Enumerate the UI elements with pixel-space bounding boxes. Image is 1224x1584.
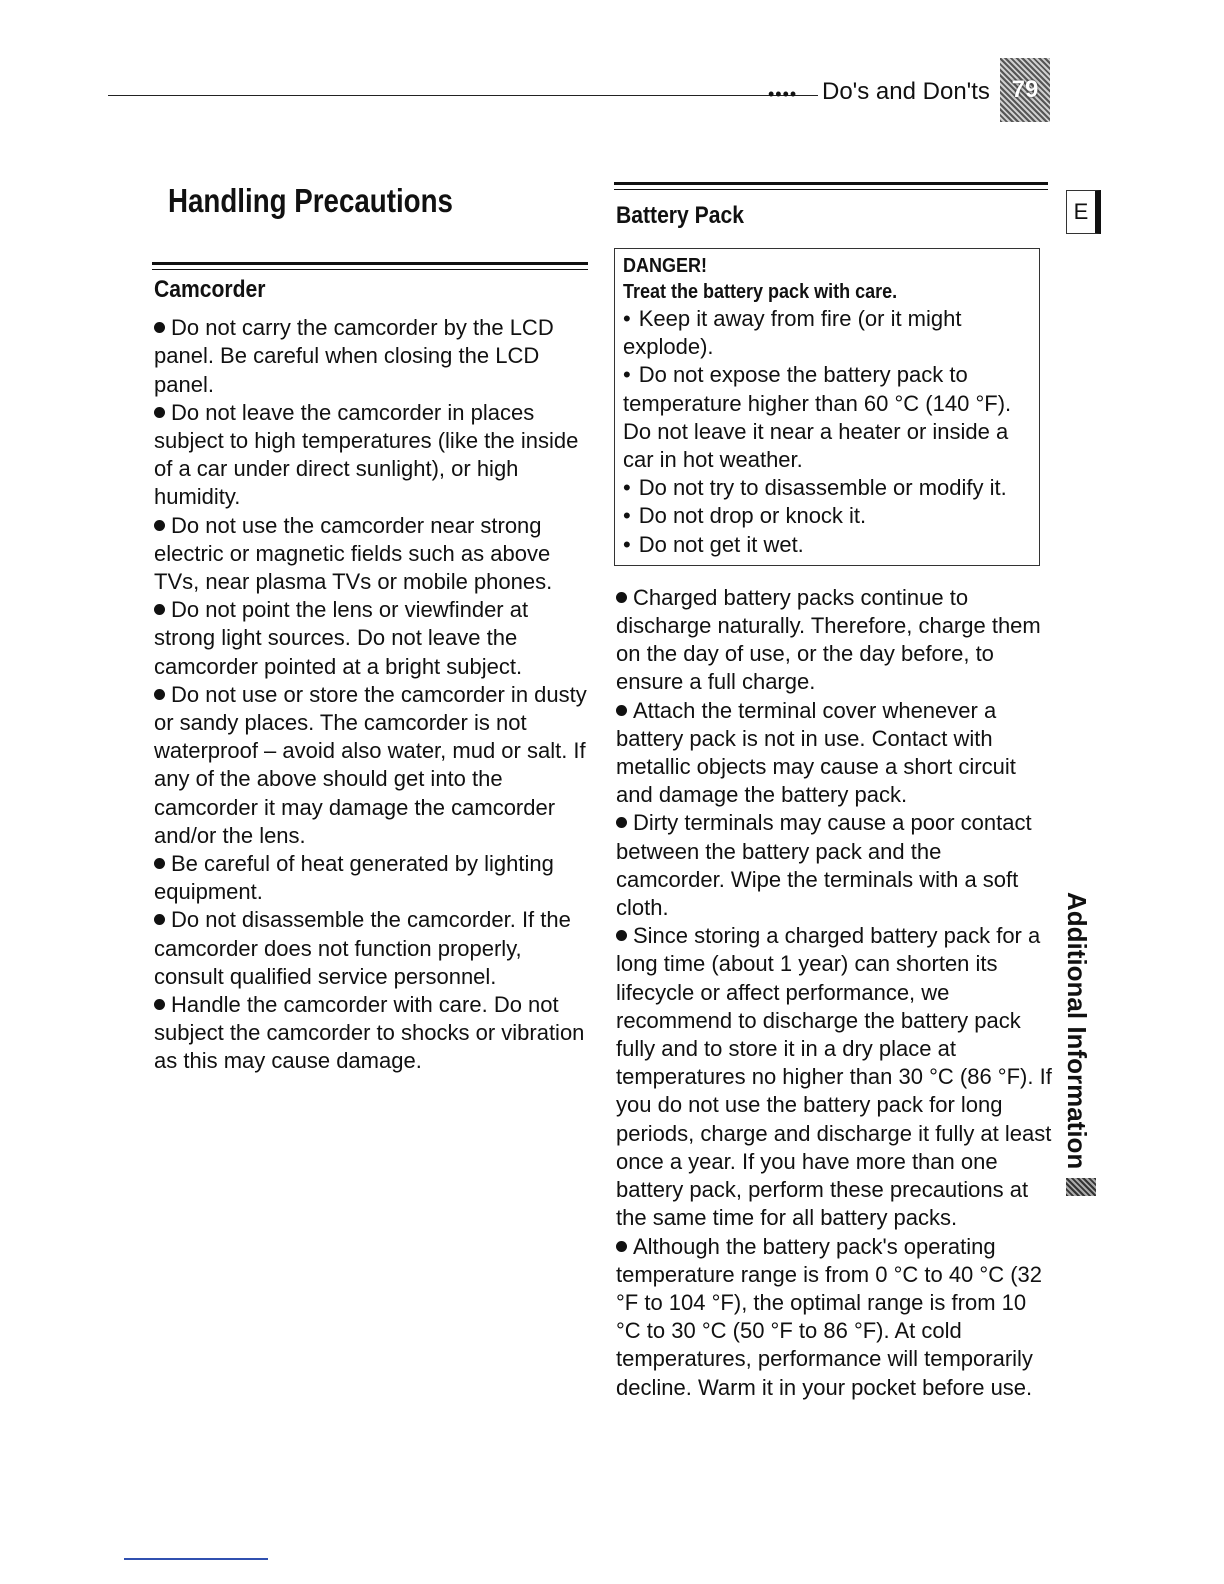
bullet-icon xyxy=(616,817,627,828)
camcorder-bullet-list xyxy=(152,314,588,1075)
section-rule xyxy=(152,262,588,270)
danger-title: DANGER! xyxy=(623,255,708,277)
danger-list xyxy=(623,305,1039,559)
list-item-text: Although the battery pack's operating temperature range is from 0 °C to 40 °C (32 °F to 104 °F), the optimal range is from 10 °C to 30 °C (50 °F to 86 °F). At cold temperatures, performance will temporarily decline. Warm it in your pocket before use. xyxy=(616,1233,1043,1400)
battery-header xyxy=(614,182,1054,229)
battery-bullet-list xyxy=(614,584,1054,1402)
battery-title: Battery Pack xyxy=(616,202,744,229)
danger-subtitle: Treat the battery pack with care. xyxy=(623,281,898,303)
danger-box xyxy=(614,248,1040,566)
list-item-text: Do not point the lens or viewfinder at strong light sources. Do not leave the camcorder pointed at a bright subject. xyxy=(154,597,529,679)
list-item-text: Dirty terminals may cause a poor contact between the battery pack and the camcorder. Wipe the terminals with a soft cloth. xyxy=(616,810,1032,921)
side-marker xyxy=(1066,1178,1096,1196)
list-item xyxy=(154,906,588,991)
camcorder-section xyxy=(152,262,588,1076)
bullet-icon xyxy=(154,604,165,615)
list-item-text: Be careful of heat generated by lighting equipment. xyxy=(154,851,554,905)
list-item-text: Since storing a charged battery pack for a long time (about 1 year) can shorten its lifecycle or affect performance, we recommend to discharge the battery pack fully and to store it in a dry place at temperatures no higher than 30 °C (86 °F). If you do not use the battery pack for long periods, charge and discharge it fully at least once a year. If you have more than one battery pack, perform these precautions at the same time for all battery packs. xyxy=(616,923,1052,1231)
list-item xyxy=(154,681,588,850)
bullet-icon xyxy=(616,930,627,941)
list-item xyxy=(154,850,588,906)
header-section-title: Do's and Don'ts xyxy=(822,78,990,105)
danger-item: • Do not drop or knock it. xyxy=(623,502,1039,530)
list-item xyxy=(154,399,588,512)
header-rule xyxy=(108,95,818,96)
list-item xyxy=(154,991,588,1076)
list-item xyxy=(616,809,1054,922)
bullet-icon xyxy=(154,520,165,531)
list-item-text: Do not use or store the camcorder in dusty or sandy places. The camcorder is not waterproof – avoid also water, mud or salt. If any of the above should get into the camcorder it may damage the camcorder and/or the lens. xyxy=(154,681,587,848)
bullet-icon xyxy=(154,407,165,418)
battery-section xyxy=(614,182,1054,1402)
page-number: 79 xyxy=(1011,76,1039,103)
list-item-text: Handle the camcorder with care. Do not subject the camcorder to shocks or vibration as this may cause damage. xyxy=(154,992,585,1074)
section-rule xyxy=(614,182,1048,190)
list-item-text: Attach the terminal cover whenever a battery pack is not in use. Contact with metallic objects may cause a short circuit and damage the battery pack. xyxy=(616,697,1016,808)
list-item xyxy=(154,314,588,399)
list-item xyxy=(616,1233,1054,1402)
header-dots: •••• xyxy=(768,84,798,104)
bullet-icon xyxy=(154,689,165,700)
footer-rule xyxy=(124,1558,268,1560)
bullet-icon xyxy=(154,858,165,869)
list-item-text: Do not carry the camcorder by the LCD panel. Be careful when closing the LCD panel. xyxy=(154,315,554,397)
list-item-text: Do not leave the camcorder in places subject to high temperatures (like the inside of a car under direct sunlight), or high humidity. xyxy=(154,399,579,510)
list-item xyxy=(616,584,1054,697)
list-item xyxy=(154,596,588,681)
bullet-icon xyxy=(154,322,165,333)
side-section-label: Additional Information xyxy=(1062,892,1092,1170)
list-item-text: Do not disassemble the camcorder. If the camcorder does not function properly, consult qualified service personnel. xyxy=(154,907,571,989)
danger-item: • Do not try to disassemble or modify it. xyxy=(623,474,1039,502)
language-tab-letter: E xyxy=(1073,199,1089,224)
page-number-box xyxy=(1000,58,1050,122)
danger-item: • Keep it away from fire (or it might explode). xyxy=(623,305,1039,361)
list-item xyxy=(616,697,1054,810)
bullet-icon xyxy=(616,592,627,603)
bullet-icon xyxy=(616,1241,627,1252)
list-item xyxy=(616,922,1054,1232)
bullet-icon xyxy=(154,914,165,925)
bullet-icon xyxy=(154,999,165,1010)
camcorder-title: Camcorder xyxy=(154,276,266,303)
list-item-text: Charged battery packs continue to discharge naturally. Therefore, charge them on the day of use, or the day before, to ensure a full charge. xyxy=(616,584,1041,695)
danger-item: • Do not get it wet. xyxy=(623,531,1039,559)
list-item xyxy=(154,512,588,597)
list-item-text: Do not use the camcorder near strong electric or magnetic fields such as above TVs, near plasma TVs or mobile phones. xyxy=(154,512,553,595)
bullet-icon xyxy=(616,705,627,716)
danger-item: • Do not expose the battery pack to temperature higher than 60 °C (140 °F). Do not leave it near a heater or inside a car in hot weather. xyxy=(623,361,1039,474)
language-tab xyxy=(1066,190,1101,234)
page-title: Handling Precautions xyxy=(168,182,453,219)
